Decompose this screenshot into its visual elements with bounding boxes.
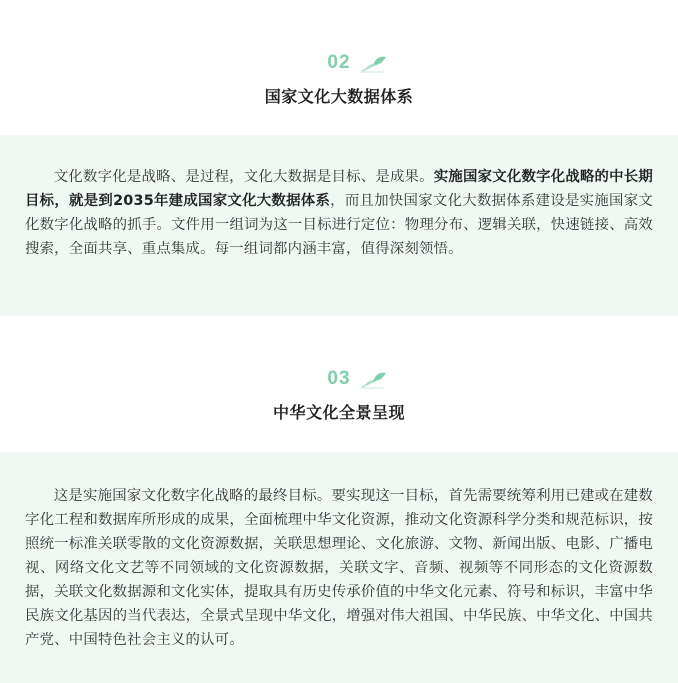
section-number: 02 <box>327 52 351 73</box>
section-number-row <box>0 50 678 76</box>
section-number: 03 <box>327 368 351 389</box>
leaf-icon <box>358 366 388 390</box>
section-title: 国家文化大数据体系 <box>264 87 414 106</box>
section-panel-02 <box>0 135 678 316</box>
section-number-row <box>0 366 678 392</box>
paragraph-text: 文化数字化是战略、是过程，文化大数据是目标、是成果。 <box>53 169 434 185</box>
section-paragraph <box>25 165 653 261</box>
section-panel-03 <box>0 452 678 683</box>
section-title: 中华文化全景呈现 <box>272 403 405 422</box>
paragraph-bold-text: 实施国家文化数字化战略的中长期目标，就是到2035年建成国家文化大数据体系 <box>25 169 653 209</box>
paragraph-text: ，而且加快国家文化大数据体系建设是实施国家文化数字化战略的抓手。文件用一组词为这一目标进行定位：物理分布、逻辑关联，快速链接、高效搜索，全面共享、重点集成。每一组词都内涵丰富，值得深刻领悟。 <box>25 193 653 257</box>
section-paragraph: 这是实施国家文化数字化战略的最终目标。要实现这一目标，首先需要统筹利用已建或在建数字化工程和数据库所形成的成果，全面梳理中华文化资源，推动文化资源科学分类和规范标识，按照统一标准关联零散的文化资源数据，关联思想理论、文化旅游、文物、新闻出版、电影、广播电视、网络文化文艺等不同领域的文化资源数据，关联文字、音频、视频等不同形态的文化资源数据，关联文化数据源和文化实体，提取具有历史传承价值的中华文化元素、符号和标识，丰富中华民族文化基因的当代表达，全景式呈现中华文化，增强对伟大祖国、中华民族、中华文化、中国共产党、中国特色社会主义的认可。 <box>25 488 653 648</box>
leaf-icon <box>358 50 388 74</box>
section-header-03 <box>0 366 678 423</box>
section-header-02 <box>0 50 678 107</box>
